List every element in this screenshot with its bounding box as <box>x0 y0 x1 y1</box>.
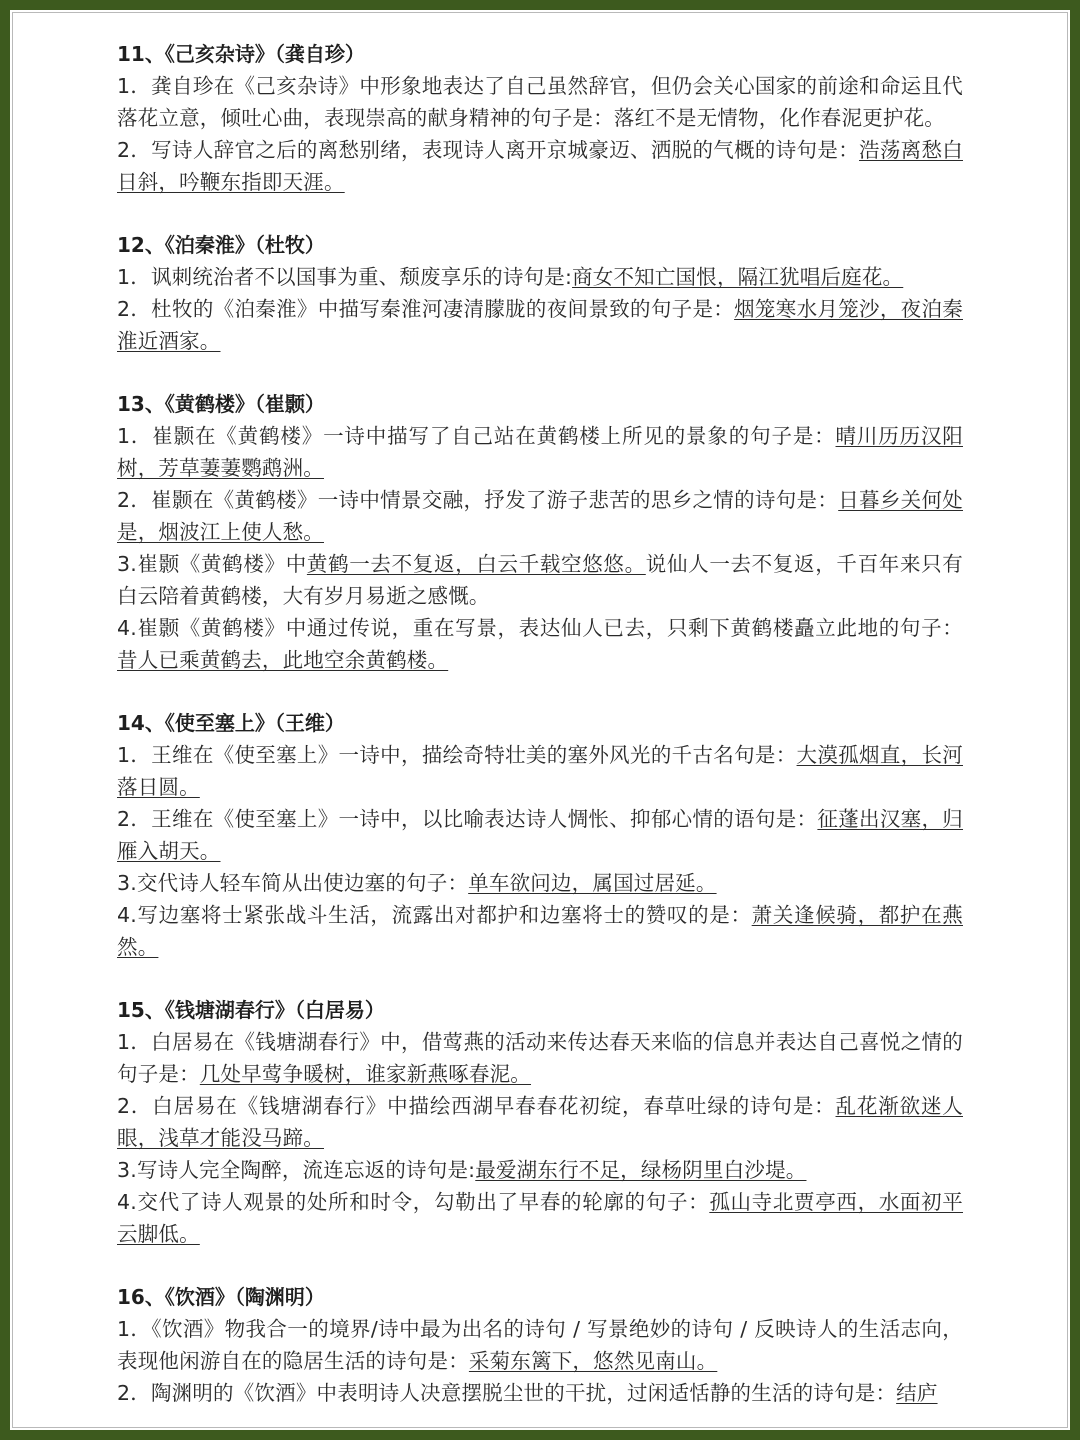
section-heading: 14、《使至塞上》（王维） <box>117 711 345 735</box>
question-text: 4.写边塞将士紧张战斗生活，流露出对都护和边塞将士的赞叹的是： <box>117 903 752 927</box>
poem-section <box>117 229 963 357</box>
question-text: 2．崔颢在《黄鹤楼》一诗中情景交融，抒发了游子悲苦的思乡之情的诗句是： <box>117 488 839 512</box>
answer-text: 征蓬出汉塞，归雁入胡天。 <box>117 807 964 863</box>
answer-text: 昔人已乘黄鹤去，此地空余黄鹤楼。 <box>117 648 449 672</box>
section-heading: 15、《钱塘湖春行》（白居易） <box>117 998 385 1022</box>
answer-text: 落红不是无情物，化作春泥更护花。 <box>613 106 946 130</box>
question-text: 2．王维在《使至塞上》一诗中，以比喻表达诗人惆怅、抑郁心情的语句是： <box>117 807 818 831</box>
answer-text: 萧关逢候骑，都护在燕然。 <box>117 903 963 959</box>
question-item <box>117 899 963 963</box>
question-text: 2．写诗人辞官之后的离愁别绪，表现诗人离开京城豪迈、洒脱的气概的诗句是： <box>117 138 860 162</box>
question-item <box>117 612 963 676</box>
question-item <box>117 484 963 548</box>
question-text: 4.崔颢《黄鹤楼》中通过传说，重在写景，表达仙人已去，只剩下黄鹤楼矗立此地的句子： <box>117 616 963 640</box>
question-item <box>117 803 963 867</box>
section-heading: 16、《饮酒》（陶渊明） <box>117 1285 325 1309</box>
question-text: 1．王维在《使至塞上》一诗中，描绘奇特壮美的塞外风光的千古名句是： <box>117 743 797 767</box>
question-text: 1．崔颢在《黄鹤楼》一诗中描写了自己站在黄鹤楼上所见的景象的句子是： <box>117 424 836 448</box>
answer-text: 日暮乡关何处是，烟波江上使人愁。 <box>117 488 963 544</box>
question-item <box>117 134 963 198</box>
answer-text: 烟笼寒水月笼沙，夜泊秦淮近酒家。 <box>117 297 963 353</box>
answer-text: 最爱湖东行不足，绿杨阴里白沙堤。 <box>475 1158 807 1182</box>
poem-section <box>117 1281 963 1409</box>
poem-section <box>117 994 963 1250</box>
answer-text: 浩荡离愁白日斜，吟鞭东指即天涯。 <box>117 138 963 194</box>
answer-text: 采菊东篱下，悠然见南山。 <box>468 1349 718 1373</box>
question-text: 2．白居易在《钱塘湖春行》中描绘西湖早春春花初绽，春草吐绿的诗句是： <box>117 1094 836 1118</box>
answer-text: 商女不知亡国恨，隔江犹唱后庭花。 <box>572 265 904 289</box>
explanation-text: 说仙人一去不复返，千百年来只有白云陪着黄鹤楼，大有岁月易逝之感慨。 <box>117 552 964 608</box>
answer-text: 黄鹤一去不复返，白云千载空悠悠。 <box>306 552 646 576</box>
answer-text: 乱花渐欲迷人眼，浅草才能没马蹄。 <box>117 1094 963 1150</box>
question-item <box>117 420 963 484</box>
question-item <box>117 548 963 612</box>
question-item <box>117 1186 963 1250</box>
question-item <box>117 70 963 134</box>
answer-text: 晴川历历汉阳树，芳草萋萋鹦鹉洲。 <box>117 424 963 480</box>
question-item <box>117 1377 963 1409</box>
document-content <box>117 38 963 1430</box>
section-heading: 12、《泊秦淮》（杜牧） <box>117 233 325 257</box>
question-text: 4.交代了诗人观景的处所和时令，勾勒出了早春的轮廓的句子： <box>117 1190 710 1214</box>
section-heading: 11、《己亥杂诗》（龚自珍） <box>117 42 365 66</box>
question-text: 3.崔颢《黄鹤楼》中 <box>117 552 307 576</box>
question-text: 1．龚自珍在《己亥杂诗》中形象地表达了自己虽然辞官，但仍会关心国家的前途和命运且代落花立意，倾吐心曲，表现崇高的献身精神的句子是： <box>117 74 963 130</box>
question-item <box>117 1313 963 1377</box>
question-item <box>117 1090 963 1154</box>
question-text: 1．《饮酒》物我合一的境界/诗中最为出名的诗句 / 写景绝妙的诗句 / 反映诗人的生活志向，表现他闲游自在的隐居生活的诗句是： <box>117 1317 963 1373</box>
question-text: 2．陶渊明的《饮酒》中表明诗人决意摆脱尘世的干扰，过闲适恬静的生活的诗句是： <box>117 1381 897 1405</box>
question-text: 1．讽刺统治者不以国事为重、颓废享乐的诗句是: <box>117 265 573 289</box>
answer-text: 几处早莺争暖树，谁家新燕啄春泥。 <box>199 1062 532 1086</box>
question-item <box>117 1026 963 1090</box>
question-text: 1．白居易在《钱塘湖春行》中，借莺燕的活动来传达春天来临的信息并表达自己喜悦之情的句子是： <box>117 1030 963 1086</box>
poem-section <box>117 707 963 963</box>
section-heading: 13、《黄鹤楼》（崔颢） <box>117 392 325 416</box>
answer-text: 结庐 <box>896 1381 938 1405</box>
question-item <box>117 293 963 357</box>
question-item <box>117 261 963 293</box>
answer-text: 单车欲问边，属国过居延。 <box>468 871 717 895</box>
question-text: 3.写诗人完全陶醉，流连忘返的诗句是: <box>117 1158 476 1182</box>
question-text: 3.交代诗人轻车简从出使边塞的句子： <box>117 871 469 895</box>
answer-text: 大漠孤烟直，长河落日圆。 <box>117 743 963 799</box>
question-text: 2．杜牧的《泊秦淮》中描写秦淮河凄清朦胧的夜间景致的句子是： <box>117 297 735 321</box>
question-item <box>117 1154 963 1186</box>
question-item <box>117 867 963 899</box>
document-page <box>10 10 1070 1430</box>
answer-text: 孤山寺北贾亭西，水面初平云脚低。 <box>117 1190 963 1246</box>
poem-section <box>117 38 963 198</box>
poem-section <box>117 388 963 676</box>
question-item <box>117 739 963 803</box>
